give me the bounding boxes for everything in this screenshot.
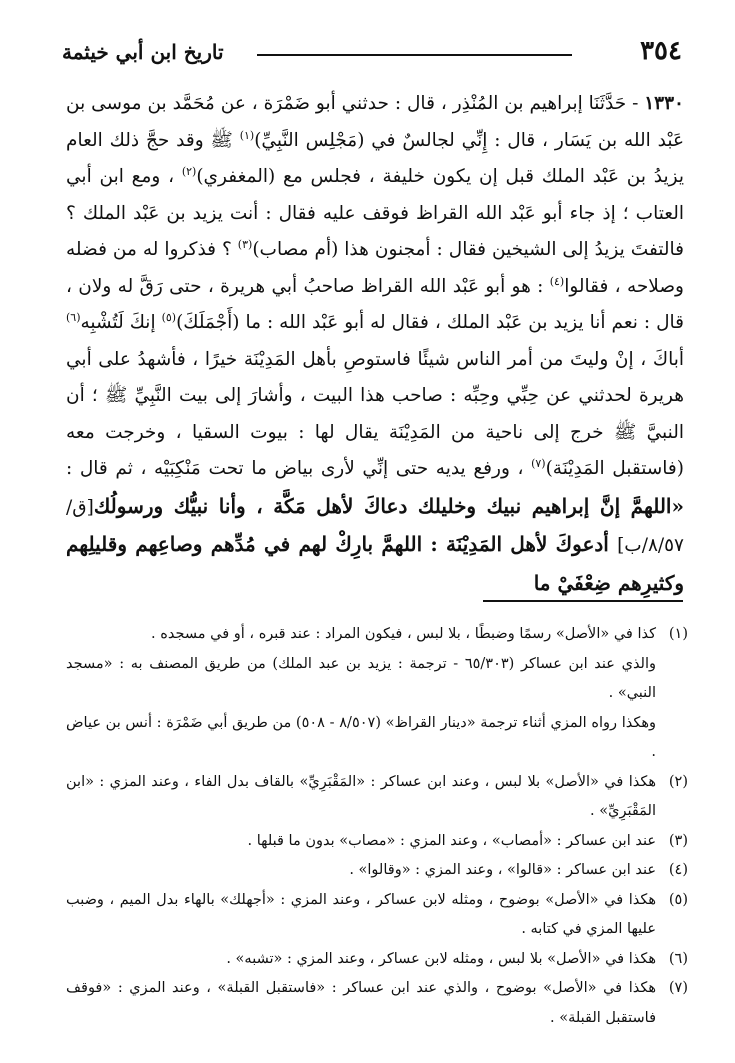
hadith-text-part: ؟ فذكروا له من فضله وصلاحه ، فقالوا — [66, 239, 684, 297]
hadith-text-part: ، ورفع يديه حتى إنِّي لأرى بياض ما تحت مَنْكِبَيْه ، ثم قال : — [66, 458, 532, 479]
footnote-text: عند ابن عساكر : «أمصاب» ، وعند المزي : «مصاب» بدون ما قبلها . — [247, 832, 656, 849]
footnote-text: هكذا في «الأصل» بلا لبس ، وعند ابن عساكر : «المَقْبَرِيِّ» بالقاف بدل الفاء ، وعند المزي : «ابن المَقْبَرِيِّ» . — [66, 773, 656, 819]
footnote — [66, 856, 688, 886]
footnote-ref: (٤) — [549, 274, 565, 288]
footnote-text: وهكذا رواه المزي أثناء ترجمة «دينار القراظ» (٨/٥٠٧ - ٥٠٨) من طريق أبي ضَمْرَة : أنس بن عياض . — [66, 714, 657, 760]
footnote-text: والذي عند ابن عساكر (٦٥/٣٠٣ - ترجمة : يزيد بن عبد الملك) من طريق المصنف به : «مسجد النبي» . — [66, 655, 657, 701]
footnote — [66, 886, 688, 945]
footnote-number: (١) — [668, 626, 688, 642]
footnote — [66, 945, 688, 975]
footnote — [66, 650, 688, 709]
footnote-number: (٤) — [668, 862, 688, 878]
footnote-text: هكذا في «الأصل» بوضوح ، والذي عند ابن عساكر : «فاستقبل القبلة» ، وعند المزي : «فوقف فاستقبل القبلة» . — [66, 980, 656, 1026]
footnote — [66, 827, 688, 857]
hadith-text — [66, 86, 684, 603]
footnote — [66, 974, 688, 1033]
footnote-text: كذا في «الأصل» رسمًا وضبطًا ، بلا لبس ، فيكون المراد : عند قبره ، أو في مسجده . — [151, 626, 656, 642]
manuscript-ref: [ق/٨/٥٧/ب] — [66, 496, 684, 556]
page-number: ٣٥٤ — [640, 36, 682, 66]
footnote-number: (٧) — [668, 980, 688, 996]
hadith-text-part: ، ومع ابن أبي العتاب ؛ إذ جاء أبو عَبْد الله القراظ فوقف عليه فقال : أنت يزيد بن عَبْد الملك ؟ فالتفتَ يزيدُ إلى الشيخين فقال : أمجنون هذا (أم مصاب) — [66, 166, 685, 260]
footnote-ref: (٢) — [181, 164, 197, 178]
footnote-text: عند ابن عساكر : «قالوا» ، وعند المزي : «وقالوا» . — [349, 862, 656, 878]
footnote-ref: (٥) — [161, 310, 177, 324]
header-rule — [257, 54, 572, 56]
footnotes — [66, 620, 688, 1033]
prophetic-quote: أدعوكَ لأهل المَدِيْنَة : اللهمَّ بارِكْ لهم في مُدِّهم وصاعِهم وقليلِهم وكثيرِهم ضِعْفَيْ ما — [66, 532, 684, 595]
footnote-number: (٦) — [668, 950, 688, 967]
hadith-number: ١٣٣٠ — [644, 93, 684, 114]
footnote-text: هكذا في «الأصل» بلا لبس ، ومثله لابن عساكر ، وعند المزي : «تشبه» . — [226, 950, 656, 967]
hadith-text-part: : هو أبو عَبْد الله القراظ صاحبُ أبي هريرة ، حتى رَقَّ له ولان ، قال : نعم أنا يزيد بن عَبْد الملك ، فقال له أبو عَبْد الله : ما (أَجْمَلَكَ) — [66, 275, 684, 333]
footnote-number: (٥) — [668, 891, 688, 908]
footnote-ref: (٣) — [237, 237, 253, 251]
footnote-number: (٢) — [668, 773, 688, 790]
footnote-number: (٣) — [668, 832, 688, 849]
footnote-ref: (١) — [239, 128, 255, 142]
hadith-text-part: ﷺ وقد حجَّ ذلك العام يزيدُ بن عَبْد الملك قبل إن يكون خليفة ، فجلس مع (المغفري) — [66, 129, 684, 187]
footnote-rule — [483, 600, 683, 602]
page-header — [62, 36, 682, 70]
book-title: تاريخ ابن أبي خيثمة — [62, 40, 224, 64]
footnote — [66, 620, 688, 650]
hadith-text-part: - حَدَّثَنَا إبراهيم بن المُنْذِر ، قال : حدثني أبو ضَمْرَة ، عن مُحَمَّد بن موسى بن عَبْد الله بن يَسَار ، قال : إِنِّي لجالسٌ في (مَجْلِس النَّبِيِّ) — [66, 93, 684, 151]
hadith-text-part: إنكَ لَتُشْبِه — [80, 312, 162, 333]
footnote-text: هكذا في «الأصل» بوضوح ، ومثله لابن عساكر ، وعند المزي : «أجهلك» بالهاء بدل الميم ، وضبب عليها المزي في كتابه . — [66, 891, 656, 937]
footnote — [66, 768, 688, 827]
hadith-paragraph — [66, 86, 684, 603]
footnote — [66, 709, 688, 768]
footnote-ref: (٧) — [531, 456, 546, 470]
hadith-text-part: أباكَ ، إنْ وليتَ من أمر الناس شيئًا فاستوصِ بأهل المَدِيْنَة خيرًا ، فأشهدُ على أبي هريرة لحدثني عن حِبِّي وحِبِّه : صاحب هذا البيت ، وأشارَ إلى بيت النَّبِيِّ ﷺ ؛ أن النبيَّ ﷺ خرج إلى ناحية من المَدِيْنَة يقال لها : بيوت السقيا ، وخرجت معه (فاستقبل المَدِيْنَة) — [66, 348, 684, 479]
footnote-ref: (٦) — [66, 310, 81, 324]
prophetic-quote: «اللهمَّ إنَّ إبراهيم نبيك وخليلك دعاكَ لأهل مَكَّة ، وأنا نبيُّك ورسولُك — [93, 493, 684, 518]
